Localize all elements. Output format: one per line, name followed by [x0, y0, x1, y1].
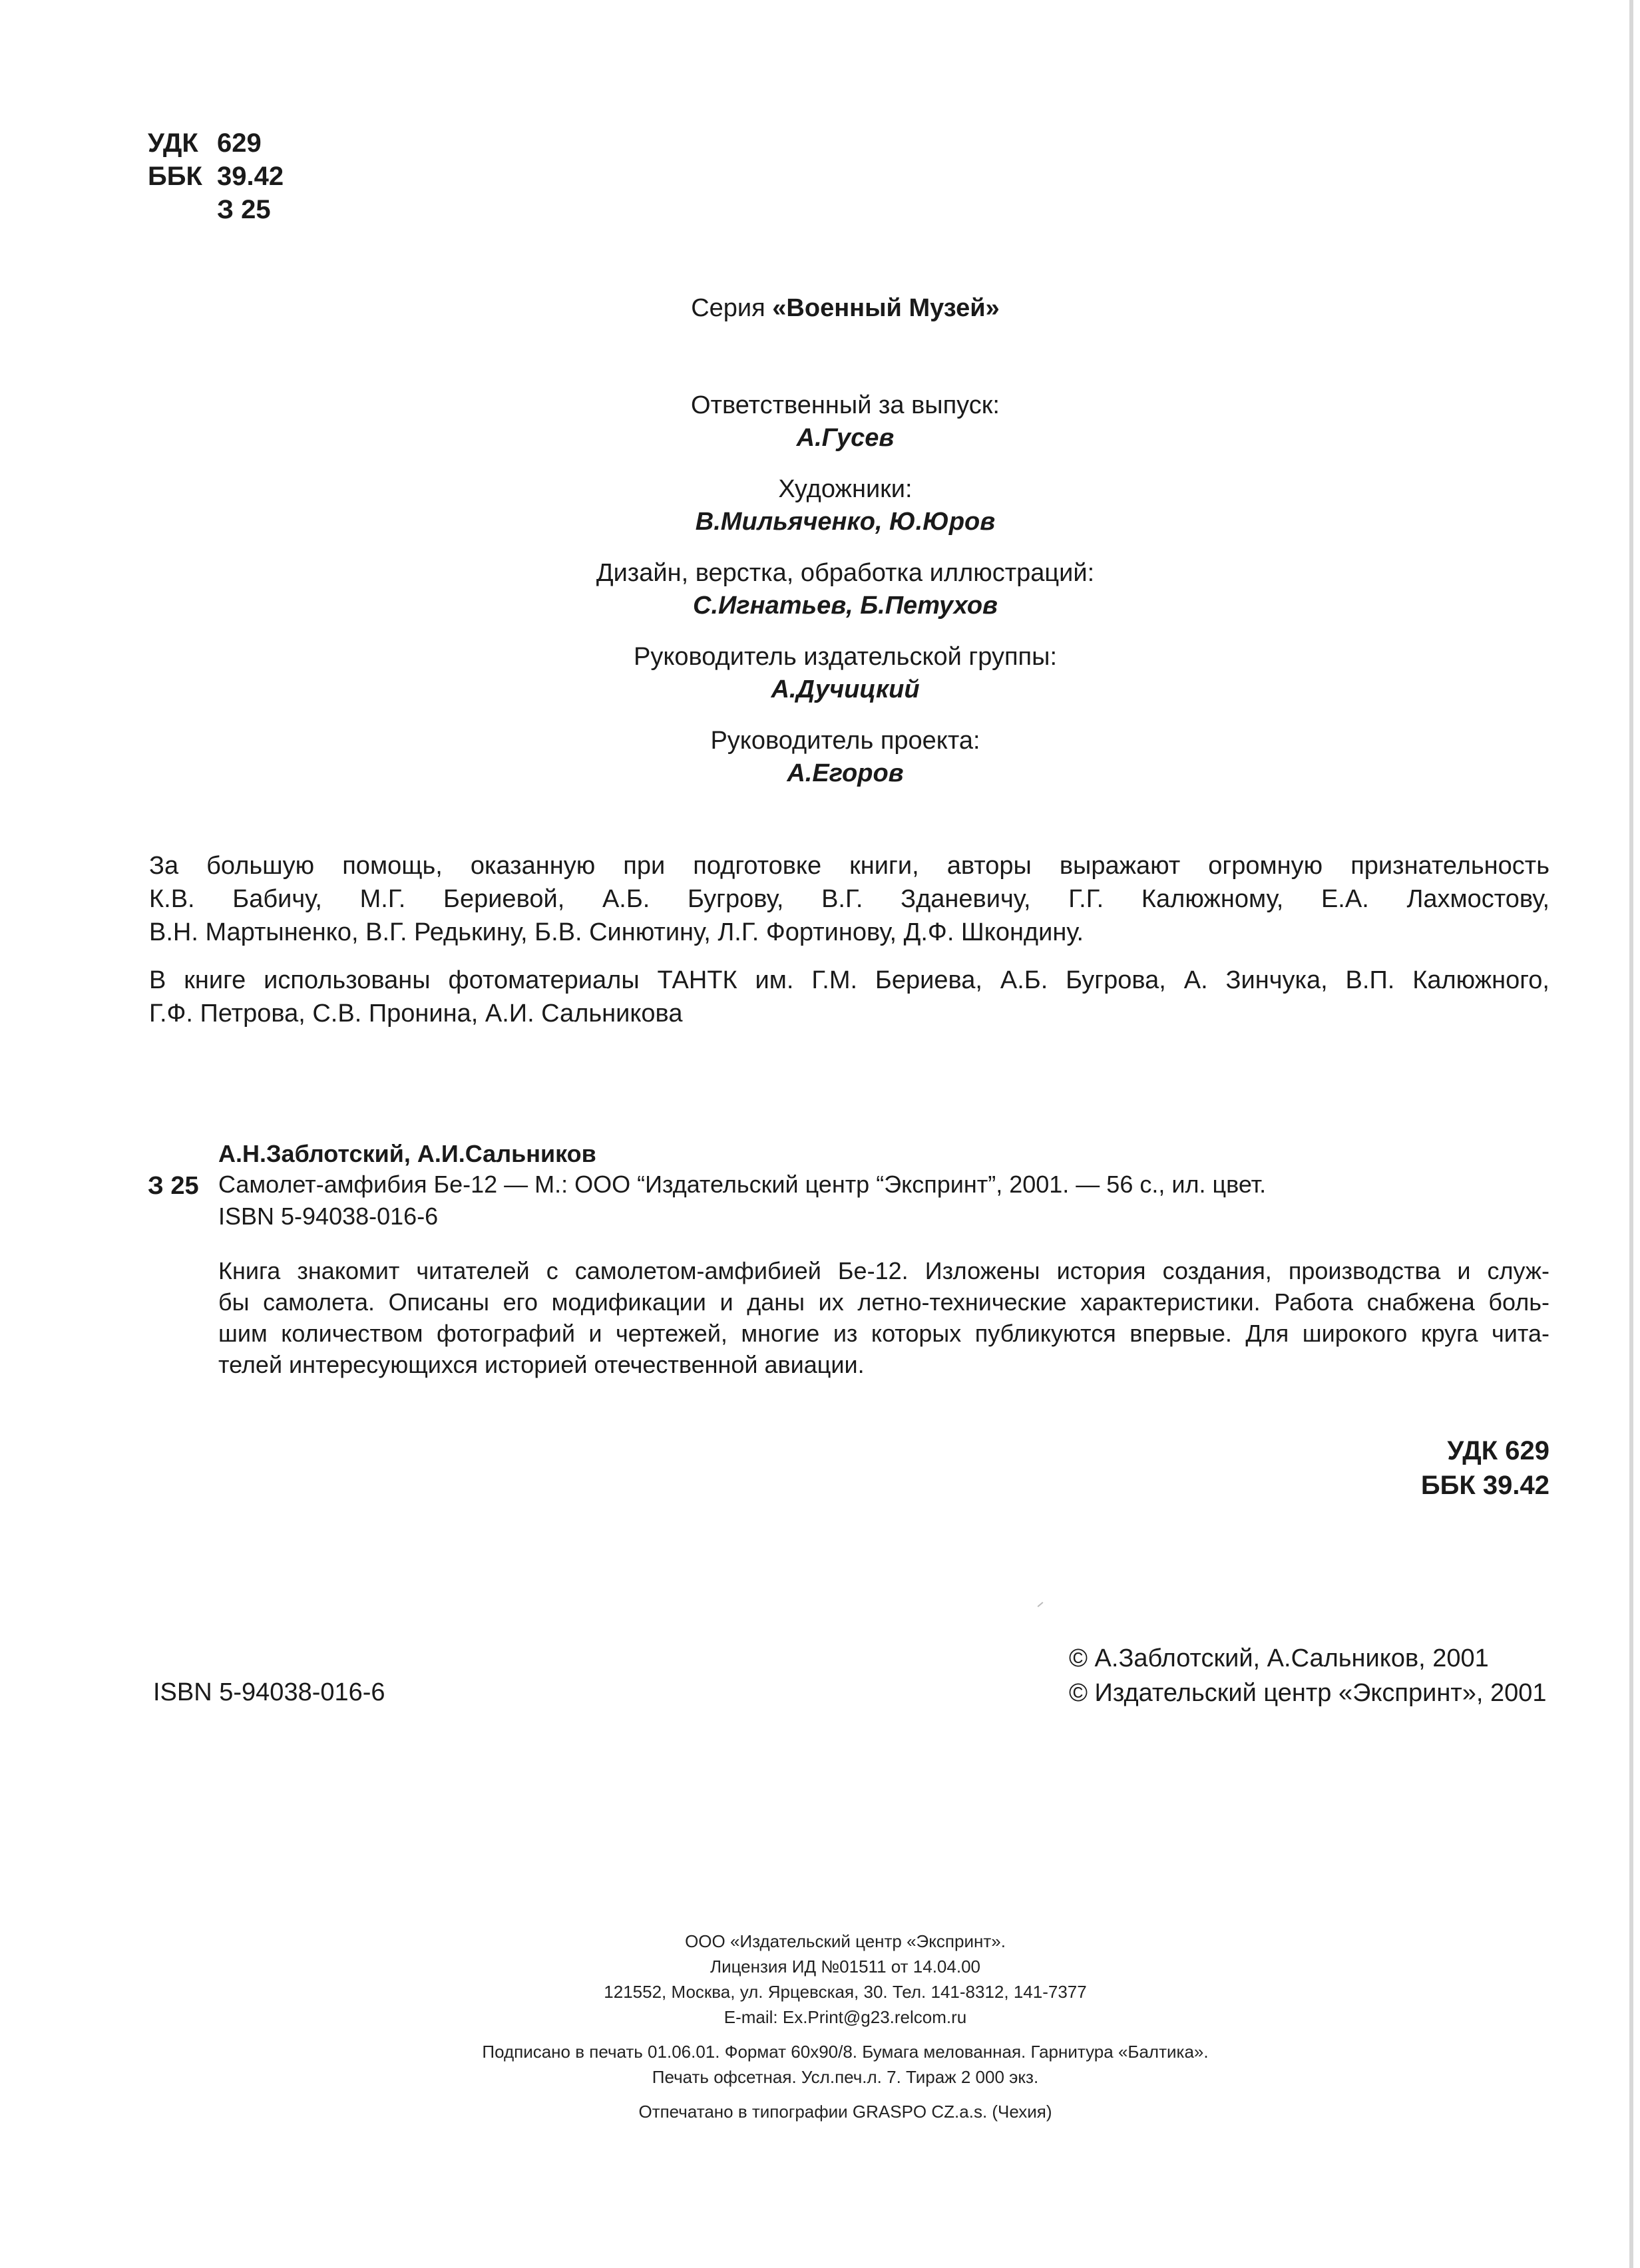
- credit-group: [0, 725, 1640, 790]
- scan-edge-right: [1629, 0, 1633, 2268]
- imprint-license: Лицензия ИД №01511 от 14.04.00: [710, 1957, 980, 1977]
- card-authors: А.Н.Заблотский, А.И.Сальников: [218, 1140, 596, 1167]
- card-udk: УДК 629: [1447, 1436, 1549, 1465]
- credit-role: Руководитель проекта:: [710, 727, 980, 755]
- credit-group: [0, 473, 1640, 538]
- card-isbn: ISBN 5-94038-016-6: [218, 1203, 439, 1230]
- card-classification: [1421, 1433, 1549, 1503]
- credit-name: А.Егоров: [787, 759, 904, 787]
- credit-name: А.Дучицкий: [771, 675, 920, 703]
- credit-group: [0, 641, 1640, 706]
- imprint-print-signed: Подписано в печать 01.06.01. Формат 60х90/8. Бумага мелованная. Гарнитура «Балтика».: [482, 2042, 1209, 2062]
- photo-credits: [149, 964, 1549, 1030]
- imprint-block: [0, 1929, 1640, 2124]
- classification-block: [148, 126, 284, 226]
- credit-name: А.Гусев: [796, 424, 895, 452]
- credit-role: Ответственный за выпуск:: [691, 391, 1000, 419]
- bbk-label: ББК: [148, 162, 202, 191]
- imprint-print-details: Печать офсетная. Усл.печ.л. 7. Тираж 2 000 экз.: [652, 2067, 1039, 2087]
- photo-credits-line: Г.Ф. Петрова, С.В. Пронина, А.И. Сальникова: [149, 1000, 683, 1028]
- imprint-address: 121552, Москва, ул. Ярцевская, 30. Тел. 141-8312, 141-7377: [604, 1982, 1087, 2002]
- credit-name: В.Мильяченко, Ю.Юров: [695, 508, 996, 536]
- credits-block: [0, 389, 1640, 809]
- acknowledgements: [149, 849, 1549, 949]
- card-mark: З 25: [148, 1172, 199, 1200]
- imprint-publisher: ООО «Издательский центр «Экспринт».: [685, 1931, 1006, 1951]
- copyright-publisher: © Издательский центр «Экспринт», 2001: [1069, 1679, 1547, 1707]
- udk-value: 629: [217, 128, 262, 158]
- ack-line: В.Н. Мартыненко, В.Г. Редькину, Б.В. Синютину, Л.Г. Фортинову, Д.Ф. Шкондину.: [149, 918, 1084, 946]
- card-title-line: Самолет-амфибия Бе-12 — М.: ООО “Издательский центр “Экспринт”, 2001. — 56 с., ил. цвет.: [218, 1171, 1267, 1198]
- credit-role: Художники:: [778, 475, 913, 503]
- imprint-printed-by: Отпечатано в типографии GRASPO CZ.a.s. (Чехия): [638, 2102, 1052, 2122]
- imprint-email: E-mail: Ex.Print@g23.relcom.ru: [723, 2007, 967, 2027]
- annotation-line: Книга знакомит читателей с самолетом-амфибией Бе-12. Изложены история создания, производства и служ-: [218, 1257, 1549, 1284]
- credit-group: [0, 557, 1640, 622]
- copyright-authors: © А.Заблотский, А.Сальников, 2001: [1069, 1644, 1489, 1672]
- copyright-block: [1069, 1641, 1547, 1710]
- annotation-line: бы самолета. Описаны его модификации и даны их летно-технические характеристики. Работа снабжена боль-: [218, 1288, 1549, 1316]
- annotation-line: телей интересующихся историей отечественной авиации.: [218, 1351, 865, 1378]
- author-mark: З 25: [217, 195, 271, 224]
- series-line: [0, 294, 1640, 323]
- isbn-main: ISBN 5-94038-016-6: [153, 1678, 385, 1706]
- credit-group: [0, 389, 1640, 455]
- ack-line: К.В. Бабичу, М.Г. Бериевой, А.Б. Бугрову, В.Г. Зданевичу, Г.Г. Калюжному, Е.А. Лахмостову,: [149, 885, 1549, 913]
- series-name: «Военный Музей»: [772, 294, 1000, 322]
- credit-role: Дизайн, верстка, обработка иллюстраций:: [596, 559, 1095, 587]
- card-bbk: ББК 39.42: [1420, 1471, 1549, 1500]
- credit-role: Руководитель издательской группы:: [633, 643, 1058, 671]
- photo-credits-line: В книге использованы фотоматериалы ТАНТК им. Г.М. Бериева, А.Б. Бугрова, А. Зинчука, В.П. Калюжного,: [149, 966, 1549, 994]
- udk-label: УДК: [148, 128, 198, 158]
- series-prefix: Серия: [691, 294, 773, 322]
- ack-line: За большую помощь, оказанную при подготовке книги, авторы выражают огромную признательность: [149, 852, 1549, 880]
- bbk-value: 39.42: [217, 162, 284, 191]
- scan-mark: [1038, 1602, 1044, 1607]
- credit-name: С.Игнатьев, Б.Петухов: [693, 592, 998, 620]
- annotation-line: шим количеством фотографий и чертежей, многие из которых публикуются впервые. Для широкого круга чита-: [218, 1320, 1549, 1347]
- card-annotation: [218, 1255, 1549, 1380]
